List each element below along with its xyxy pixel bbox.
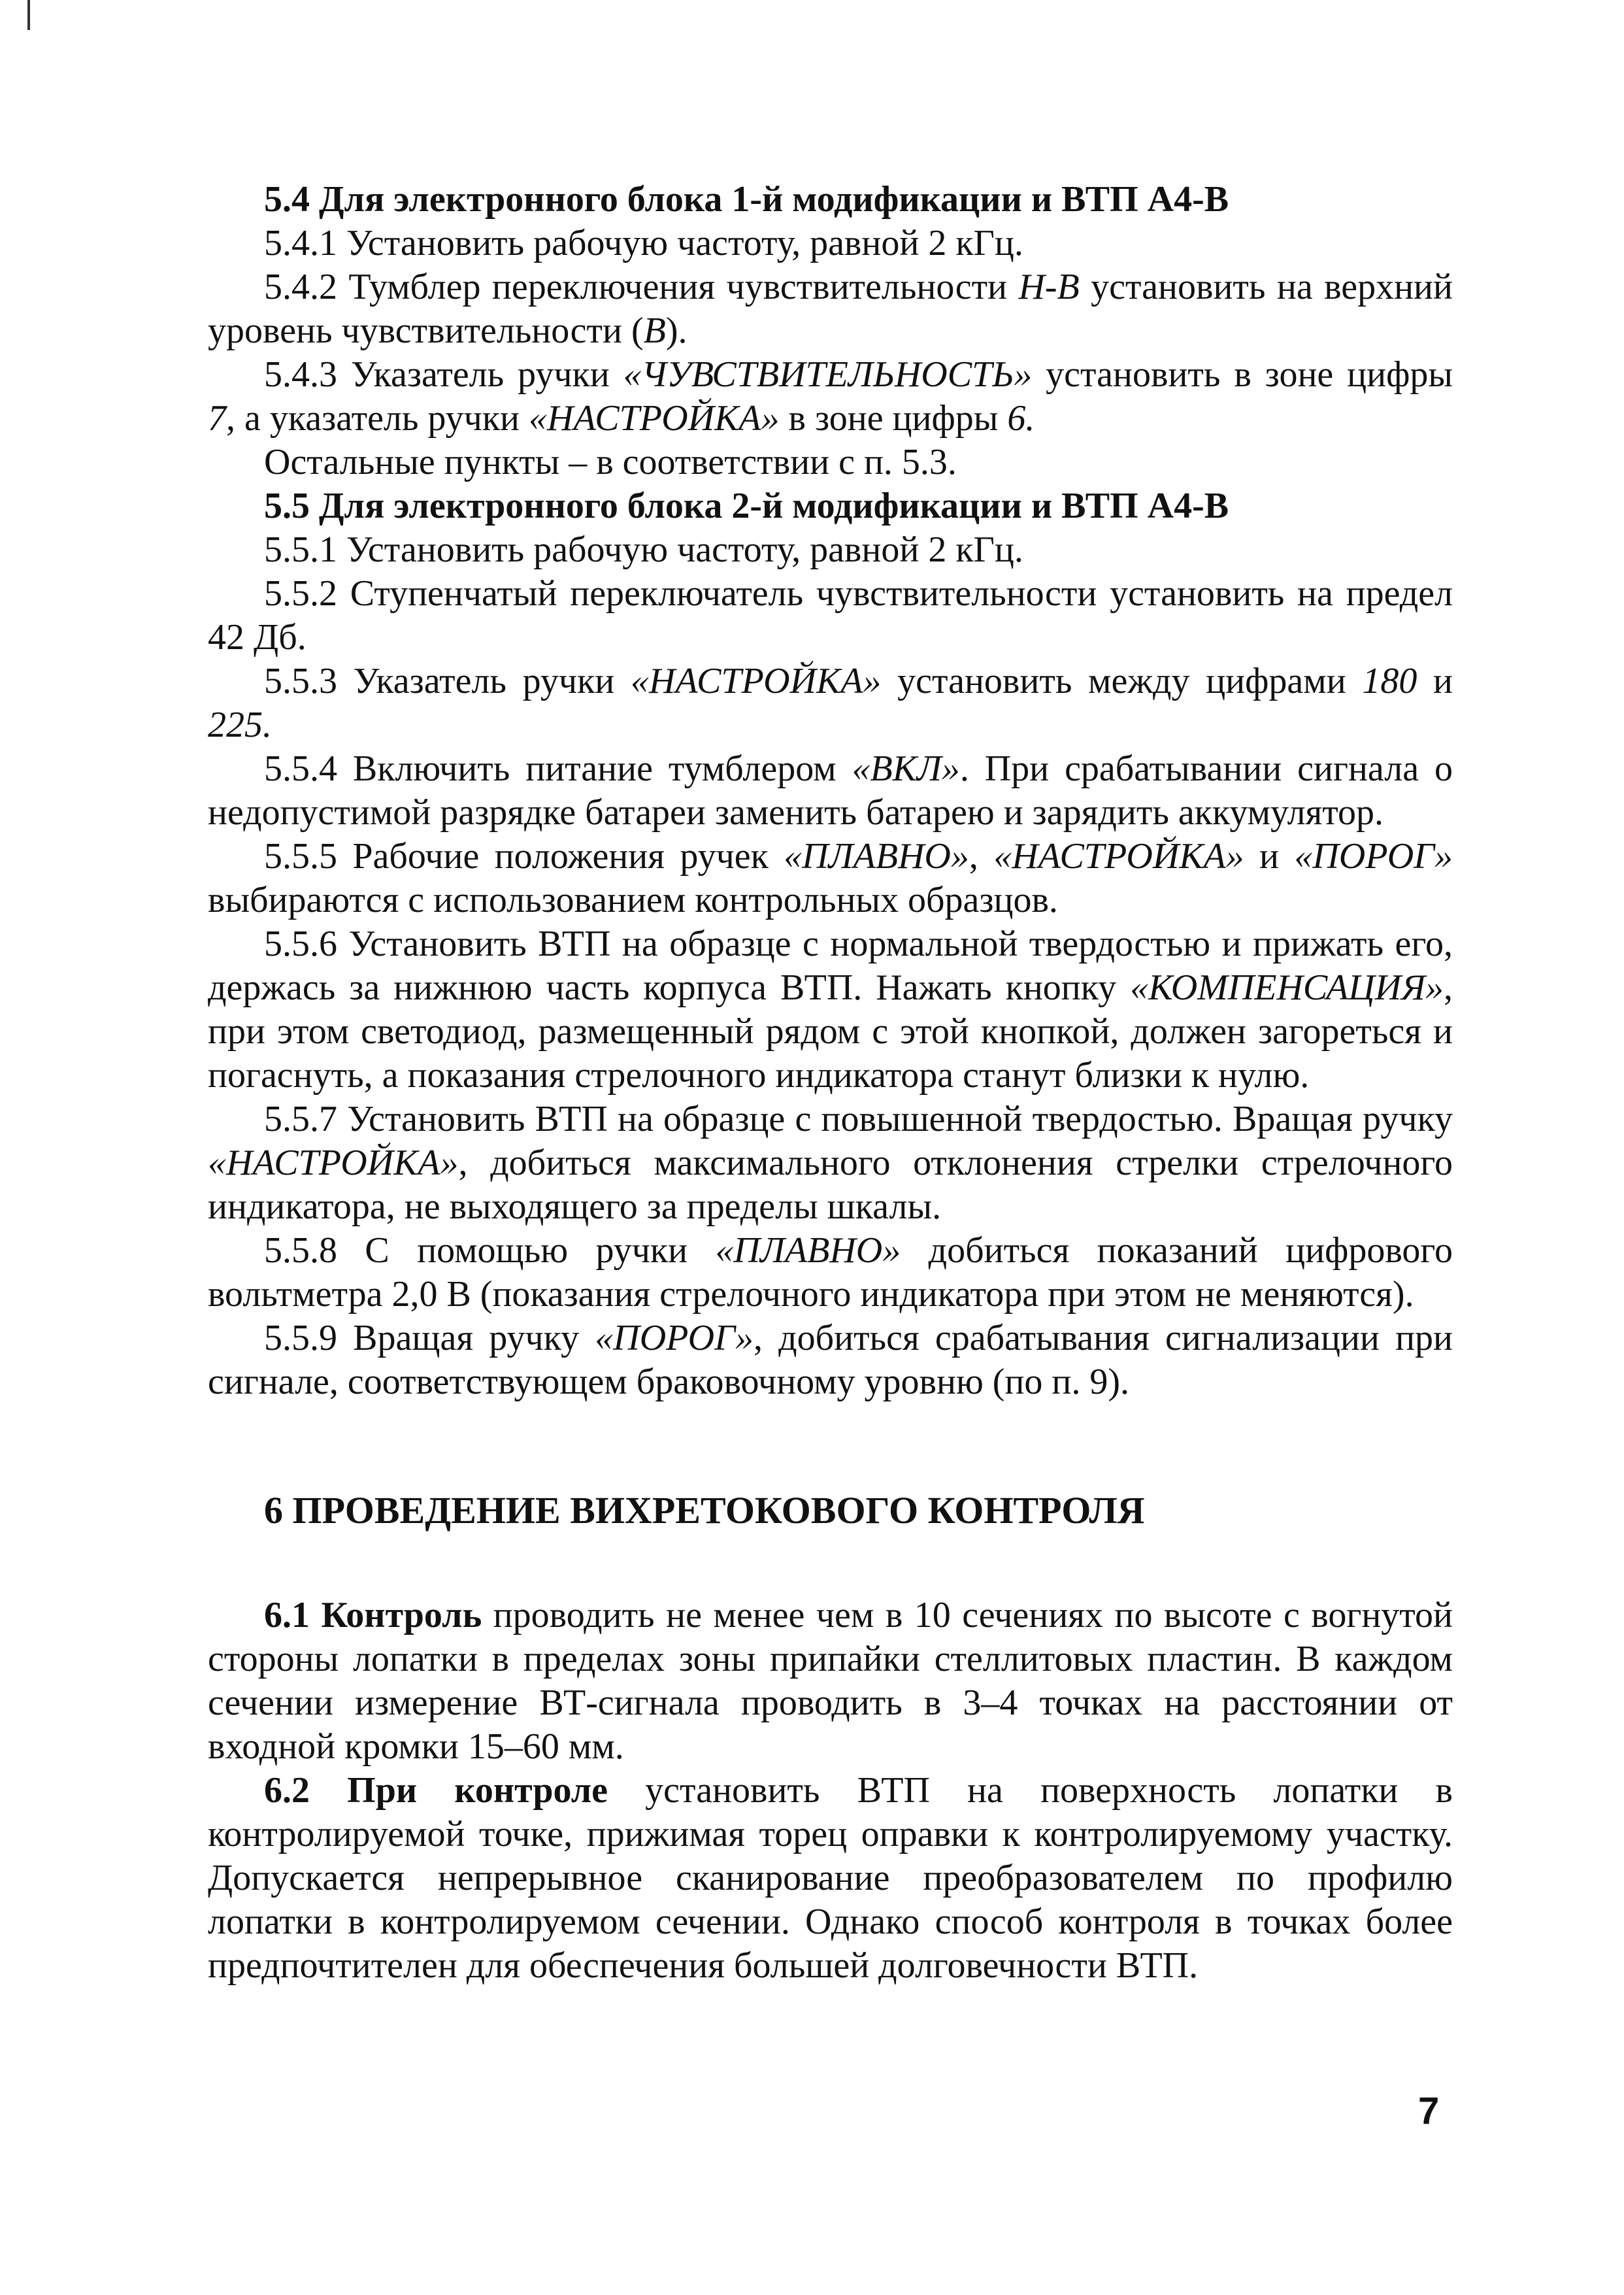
section-5-5-title: 5.5 Для электронного блока 2-й модификации и ВТП А4-В [264, 486, 1229, 526]
para-5-4-3: 5.4.3 Указатель ручки «ЧУВСТВИТЕЛЬНОСТЬ» установить в зоне цифры 7, а указатель ручки «НАСТРОЙКА» в зоне цифры 6. [208, 354, 1453, 439]
para-5-5-4: 5.5.4 Включить питание тумблером «ВКЛ». При срабатывании сигнала о недопустимой разрядке батареи заменить батарею и зарядить аккумулятор. [208, 748, 1453, 833]
para-5-5-7: 5.5.7 Установить ВТП на образце с повышенной твердостью. Вращая ручку «НАСТРОЙКА», добиться максимального отклонения стрелки стрелочного индикатора, не выходящего за пределы шкалы. [208, 1099, 1453, 1227]
para-5-4-other: Остальные пункты – в соответствии с п. 5.3. [264, 442, 957, 482]
para-5-5-3: 5.5.3 Указатель ручки «НАСТРОЙКА» установить между цифрами 180 и 225. [208, 661, 1453, 745]
para-5-5-5: 5.5.5 Рабочие положения ручек «ПЛАВНО», «НАСТРОЙКА» и «ПОРОГ» выбираются с использованием контрольных образцов. [208, 836, 1453, 920]
para-5-4-2: 5.4.2 Тумблер переключения чувствительности Н-В установить на верхний уровень чувствительности (В). [208, 267, 1453, 351]
scan-mark [27, 0, 30, 30]
para-5-5-2: 5.5.2 Ступенчатый переключатель чувствительности установить на предел 42 Дб. [208, 573, 1453, 658]
document-page [208, 178, 1453, 1988]
para-6-2: 6.2 При контроле установить ВТП на поверхность лопатки в контролируемой точке, прижимая торец оправки к контролируемому участку. Допускается непрерывное сканирование преобразователем по профилю лопатки в контролируемом сечении. Однако способ контроля в точках более предпочтителен для обеспечения большей долговечности ВТП. [208, 1770, 1453, 1986]
para-5-5-1: 5.5.1 Установить рабочую частоту, равной 2 кГц. [264, 529, 1023, 570]
page-number: 7 [1418, 2090, 1440, 2132]
para-5-4-1: 5.4.1 Установить рабочую частоту, равной 2 кГц. [264, 223, 1023, 263]
para-5-5-6: 5.5.6 Установить ВТП на образце с нормальной твердостью и прижать его, держась за нижнюю часть корпуса ВТП. Нажать кнопку «КОМПЕНСАЦИЯ», при этом светодиод, размещенный рядом с этой кнопкой, должен загореться и погаснуть, а показания стрелочного индикатора станут близки к нулю. [208, 924, 1453, 1096]
para-5-5-9: 5.5.9 Вращая ручку «ПОРОГ», добиться срабатывания сигнализации при сигнале, соответствующем браковочному уровню (по п. 9). [208, 1318, 1453, 1402]
para-6-1: 6.1 Контроль проводить не менее чем в 10 сечениях по высоте с вогнутой стороны лопатки в пределах зоны припайки стеллитовых пластин. В каждом сечении измерение ВТ-сигнала проводить в 3–4 точках на расстоянии от входной кромки 15–60 мм. [208, 1595, 1453, 1767]
section-6-title: 6 ПРОВЕДЕНИЕ ВИХРЕТОКОВОГО КОНТРОЛЯ [264, 1489, 1145, 1532]
section-5-4-title: 5.4 Для электронного блока 1-й модификации и ВТП А4-В [264, 179, 1229, 220]
para-5-5-8: 5.5.8 С помощью ручки «ПЛАВНО» добиться показаний цифрового вольтметра 2,0 В (показания стрелочного индикатора при этом не меняются). [208, 1230, 1453, 1315]
